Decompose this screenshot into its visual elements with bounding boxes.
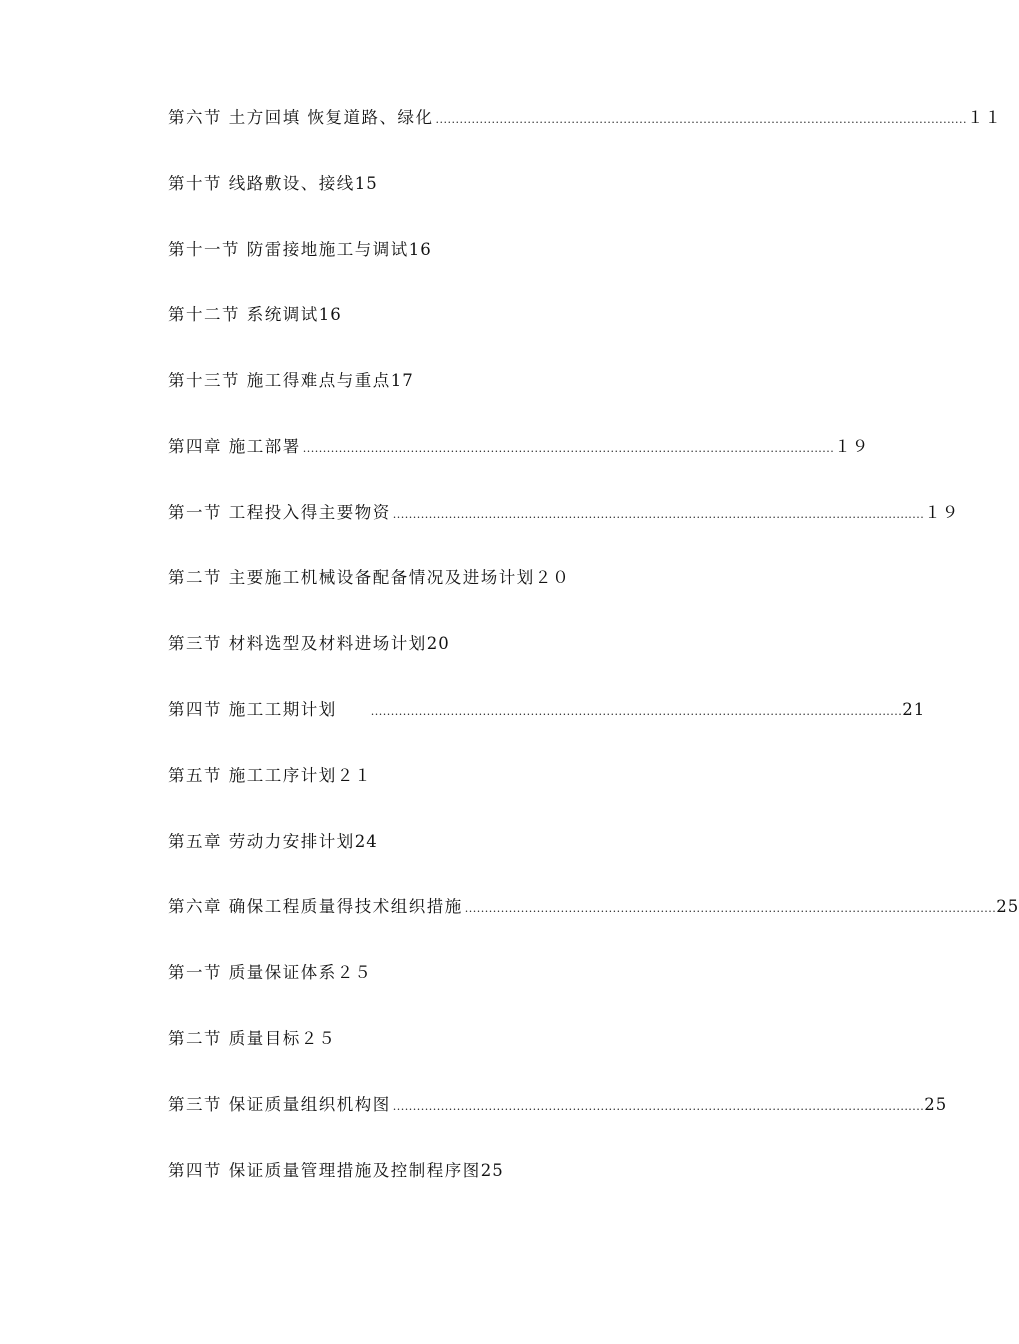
toc-entry-page: ２５ — [336, 963, 372, 982]
toc-entry-page: 24 — [354, 832, 378, 851]
toc-dot-leader: ..................................................................................................................................... — [464, 902, 997, 915]
toc-entry[interactable] — [168, 829, 378, 855]
toc-entry-page: 15 — [354, 174, 378, 193]
toc-entry-title: 第三节 保证质量组织机构图 — [168, 1095, 391, 1114]
toc-entry-page: ２０ — [534, 568, 570, 587]
toc-entry-title: 第十二节 系统调试 — [168, 305, 319, 324]
toc-entry[interactable] — [168, 763, 372, 789]
toc-entry-title: 第一节 工程投入得主要物资 — [168, 503, 391, 522]
toc-entry[interactable] — [168, 631, 450, 657]
toc-entry[interactable] — [168, 565, 570, 591]
toc-dot-leader: ..................................................................................................................................... — [435, 113, 968, 126]
toc-entry-title: 第五节 施工工序计划 — [168, 766, 337, 785]
toc-entry-page: ２１ — [336, 766, 372, 785]
toc-entry-page: 17 — [390, 371, 414, 390]
toc-entry[interactable] — [168, 171, 378, 197]
toc-entry-page: 21 — [902, 700, 926, 719]
toc-entry-title: 第十节 线路敷设、接线 — [168, 174, 355, 193]
toc-entry-title: 第五章 劳动力安排计划 — [168, 832, 355, 851]
toc-dot-leader: ..................................................................................................................................... — [392, 1100, 925, 1113]
toc-entry-page: 25 — [480, 1161, 504, 1180]
toc-entry-page: 16 — [408, 240, 432, 259]
toc-entry[interactable] — [168, 434, 870, 460]
toc-entry-title: 第六节 土方回填 恢复道路、绿化 — [168, 108, 434, 127]
toc-entry[interactable] — [168, 302, 342, 328]
toc-entry-page: 20 — [426, 634, 450, 653]
toc-entry-title: 第一节 质量保证体系 — [168, 963, 337, 982]
toc-entry[interactable] — [168, 237, 432, 263]
toc-entry-title: 第四节 保证质量管理措施及控制程序图 — [168, 1161, 481, 1180]
toc-entry-title: 第四章 施工部署 — [168, 437, 301, 456]
toc-entry[interactable] — [168, 1092, 948, 1118]
toc-entry-page: 25 — [924, 1095, 948, 1114]
toc-entry-title: 第三节 材料选型及材料进场计划 — [168, 634, 427, 653]
toc-entry[interactable] — [168, 1158, 504, 1184]
toc-entry[interactable] — [168, 368, 414, 394]
toc-entry-title: 第十一节 防雷接地施工与调试 — [168, 240, 409, 259]
toc-entry-page: 16 — [318, 305, 342, 324]
toc-entry[interactable] — [168, 960, 372, 986]
toc-entry-title: 第六章 确保工程质量得技术组织措施 — [168, 897, 463, 916]
toc-dot-leader: ..................................................................................................................................... — [392, 508, 925, 521]
toc-entry[interactable] — [168, 105, 1003, 131]
toc-entry-page: １９ — [834, 437, 870, 456]
toc-entry[interactable] — [168, 894, 1019, 920]
toc-dot-leader: ..................................................................................................................................... — [302, 442, 835, 455]
toc-entry-page: 25 — [996, 897, 1019, 916]
toc-entry-page: １１ — [967, 108, 1003, 127]
toc-entry-title: 第十三节 施工得难点与重点 — [168, 371, 391, 390]
toc-entry[interactable] — [168, 500, 960, 526]
toc-entry-title: 第二节 质量目标 — [168, 1029, 301, 1048]
toc-entry[interactable] — [168, 697, 926, 723]
toc-entry-page: ２５ — [300, 1029, 336, 1048]
toc-dot-leader: ..................................................................................................................................... — [370, 705, 903, 718]
toc-entry-title: 第四节 施工工期计划 — [168, 700, 337, 719]
toc-entry-title: 第二节 主要施工机械设备配备情况及进场计划 — [168, 568, 535, 587]
toc-entry[interactable] — [168, 1026, 336, 1052]
toc-entry-page: １９ — [924, 503, 960, 522]
